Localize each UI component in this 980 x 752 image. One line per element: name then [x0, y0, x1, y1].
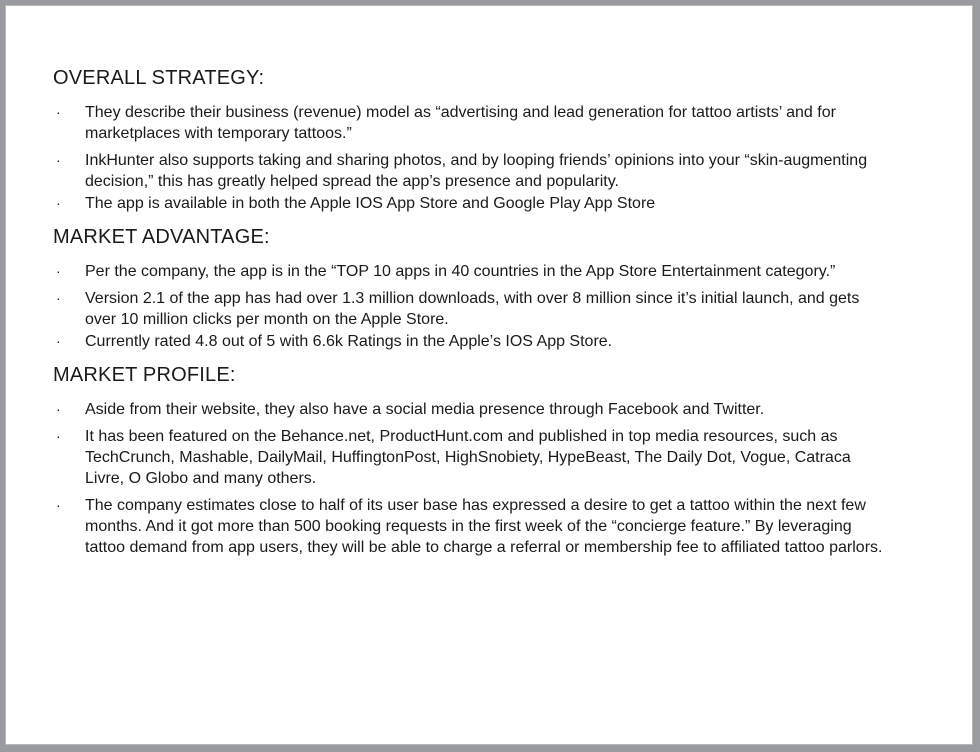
list-item-text: Currently rated 4.8 out of 5 with 6.6k Ratings in the Apple’s IOS App Store. — [85, 333, 613, 350]
section-market-profile — [53, 363, 893, 558]
bullet-icon: · — [56, 104, 61, 120]
list-item — [53, 426, 893, 489]
section-title: OVERALL STRATEGY: — [53, 67, 265, 89]
bullet-icon: · — [56, 263, 61, 279]
list-item — [53, 102, 893, 144]
bullet-icon: · — [56, 333, 61, 349]
bullet-icon: · — [56, 497, 61, 513]
section-market-advantage — [53, 225, 893, 352]
list-item — [53, 399, 893, 420]
bullet-icon: · — [56, 290, 61, 306]
section-title: MARKET ADVANTAGE: — [53, 226, 270, 248]
bullet-list — [53, 102, 893, 214]
list-item — [53, 193, 893, 214]
bullet-list — [53, 261, 893, 352]
list-item-text: The app is available in both the Apple IOS App Store and Google Play App Store — [85, 195, 656, 212]
bullet-icon: · — [56, 428, 61, 444]
list-item-text: Aside from their website, they also have a social media presence through Facebook and Twitter. — [85, 401, 765, 418]
bullet-icon: · — [56, 401, 61, 417]
bullet-list — [53, 399, 893, 558]
list-item — [53, 495, 893, 558]
list-item-text: Version 2.1 of the app has had over 1.3 million downloads, with over 8 million since it’s initial launch, and gets over 10 million clicks per month on the Apple Store. — [85, 290, 860, 328]
list-item-text: InkHunter also supports taking and sharing photos, and by looping friends’ opinions into your “skin-augmenting decision,” this has greatly helped spread the app’s presence and popularity. — [85, 152, 868, 190]
bullet-icon: · — [56, 195, 61, 211]
bullet-icon: · — [56, 152, 61, 168]
section-overall-strategy — [53, 66, 893, 214]
list-item-text: The company estimates close to half of its user base has expressed a desire to get a tattoo within the next few months. And it got more than 500 booking requests in the first week of the “concierge feature.” By leveraging tattoo demand from app users, they will be able to charge a referral or membership fee to affiliated tattoo parlors. — [85, 497, 883, 556]
list-item — [53, 288, 893, 330]
list-item — [53, 331, 893, 352]
list-item-text: It has been featured on the Behance.net, ProductHunt.com and published in top media resources, such as TechCrunch, Mashable, DailyMail, HuffingtonPost, HighSnobiety, HypeBeast, The Daily Dot, Vogue, Catraca Livre, O Globo and many others. — [85, 428, 851, 487]
list-item — [53, 261, 893, 282]
section-title: MARKET PROFILE: — [53, 364, 236, 386]
list-item — [53, 150, 893, 192]
document-page — [5, 5, 973, 745]
list-item-text: Per the company, the app is in the “TOP 10 apps in 40 countries in the App Store Entertainment category.” — [85, 263, 836, 280]
document-content — [53, 66, 893, 569]
list-item-text: They describe their business (revenue) model as “advertising and lead generation for tattoo artists’ and for marketplaces with temporary tattoos.” — [85, 104, 836, 142]
